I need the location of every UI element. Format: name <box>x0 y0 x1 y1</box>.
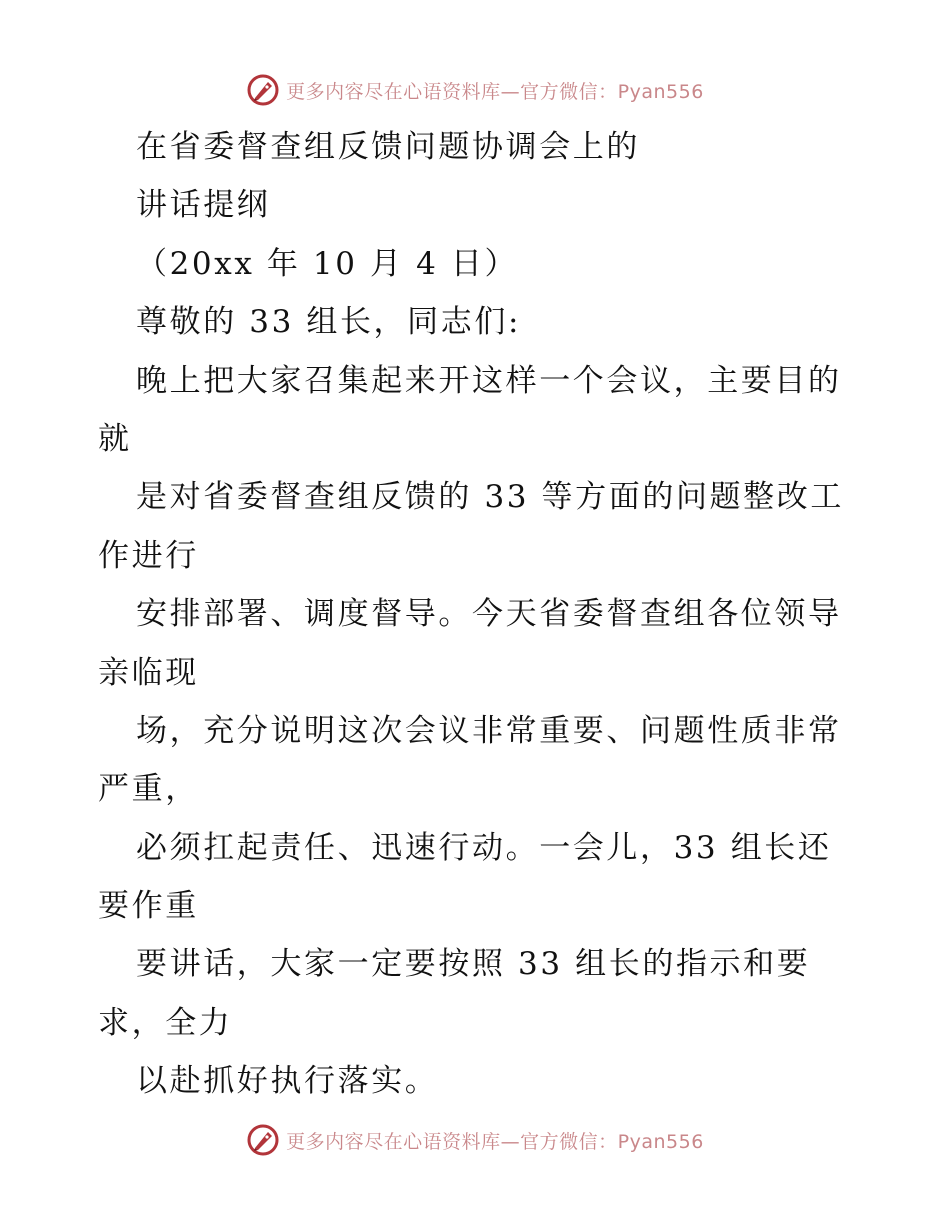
text-line: 在省委督查组反馈问题协调会上的 <box>136 129 640 165</box>
text-line: 就 <box>98 420 132 457</box>
text-line: 要讲话，大家一定要按照 33 组长的指示和要 <box>136 946 811 983</box>
text-line: 是对省委督查组反馈的 33 等方面的问题整改工 <box>136 479 844 516</box>
text-line: 必须扛起责任、迅速行动。一会儿，33 组长还 <box>136 829 832 866</box>
text-line: 尊敬的 33 组长，同志们: <box>136 304 521 341</box>
pen-nib-logo-icon <box>246 1123 280 1157</box>
text-line: 作进行 <box>98 537 199 574</box>
banner-text: 更多内容尽在心语资料库—官方微信：Pyan556 <box>286 80 704 103</box>
text-line: 安排部署、调度督导。今天省委督查组各位领导 <box>136 596 842 633</box>
header-banner <box>0 70 950 110</box>
footer-banner <box>0 1120 950 1160</box>
document-body <box>98 118 858 1111</box>
text-line: 求，全力 <box>98 1004 233 1041</box>
banner-text: 更多内容尽在心语资料库—官方微信：Pyan556 <box>286 1130 704 1153</box>
text-line: 严重， <box>98 771 199 808</box>
pen-nib-logo-icon <box>246 73 280 107</box>
text-line: 要作重 <box>98 888 199 925</box>
text-line: 亲临现 <box>98 654 199 691</box>
text-line: 以赴抓好执行落实。 <box>136 1063 439 1100</box>
text-line: （20xx 年 10 月 4 日） <box>136 245 519 282</box>
text-line: 场，充分说明这次会议非常重要、问题性质非常 <box>136 712 842 749</box>
text-line: 晚上把大家召集起来开这样一个会议，主要目的 <box>136 362 842 399</box>
text-line: 讲话提纲 <box>136 187 271 224</box>
